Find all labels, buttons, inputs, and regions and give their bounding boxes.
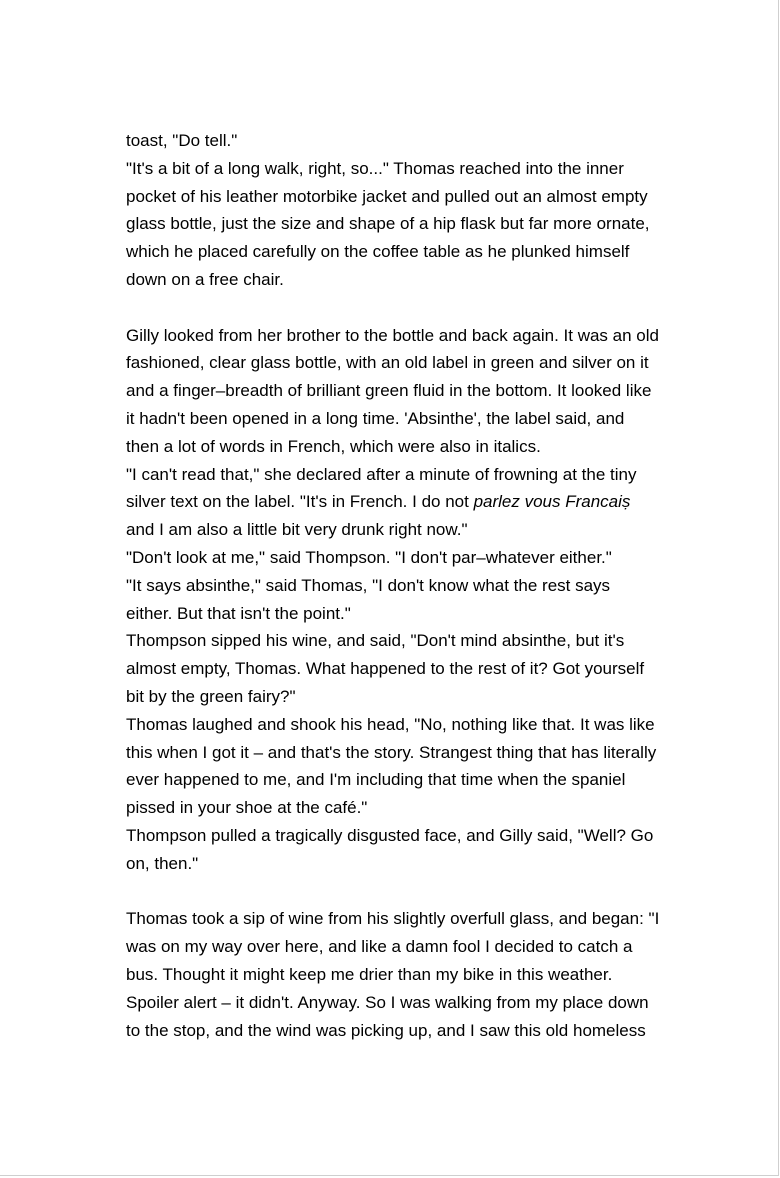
- body-text: [126, 127, 686, 1044]
- text-line: "It's a bit of a long walk, right, so..." Thomas reached into the inner: [126, 158, 624, 178]
- text-line: was on my way over here, and like a damn fool I decided to catch a: [126, 937, 633, 957]
- text-line: it hadn't been opened in a long time. 'Absinthe', the label said, and: [126, 408, 625, 428]
- text-segment: silver text on the label. "It's in French. I do not: [126, 492, 474, 512]
- text-line: ever happened to me, and I'm including that time when the spaniel: [126, 770, 626, 790]
- italic-phrase: parlez vous Francaiṣ: [473, 492, 631, 512]
- text-line: "Don't look at me," said Thompson. "I don't par–whatever either.": [126, 547, 612, 567]
- text-line: bit by the green fairy?": [126, 686, 296, 706]
- text-line: fashioned, clear glass bottle, with an old label in green and silver on it: [126, 353, 649, 373]
- paragraph-gap: [126, 294, 686, 322]
- text-line: to the stop, and the wind was picking up, and I saw this old homeless: [126, 1020, 646, 1040]
- text-line: pocket of his leather motorbike jacket and pulled out an almost empty: [126, 186, 648, 206]
- text-line: this when I got it – and that's the story. Strangest thing that has literally: [126, 742, 657, 762]
- text-line: glass bottle, just the size and shape of a hip flask but far more ornate,: [126, 214, 650, 234]
- text-line: then a lot of words in French, which were also in italics.: [126, 436, 541, 456]
- text-line: down on a free chair.: [126, 269, 284, 289]
- text-line: which he placed carefully on the coffee table as he plunked himself: [126, 242, 630, 262]
- text-line: Thompson pulled a tragically disgusted face, and Gilly said, "Well? Go: [126, 825, 654, 845]
- text-line: either. But that isn't the point.": [126, 603, 351, 623]
- text-line: almost empty, Thomas. What happened to the rest of it? Got yourself: [126, 659, 645, 679]
- text-line: toast, "Do tell.": [126, 131, 238, 150]
- text-line: Spoiler alert – it didn't. Anyway. So I was walking from my place down: [126, 992, 649, 1012]
- text-line: on, then.": [126, 853, 199, 873]
- paragraph-gap: [126, 878, 686, 906]
- text-line: "It says absinthe," said Thomas, "I don't know what the rest says: [126, 575, 611, 595]
- text-line: Thompson sipped his wine, and said, "Don't mind absinthe, but it's: [126, 631, 625, 651]
- text-line: Thomas took a sip of wine from his slightly overfull glass, and began: "I: [126, 909, 660, 929]
- text-line: and a finger–breadth of brilliant green fluid in the bottom. It looked like: [126, 381, 652, 401]
- text-line: bus. Thought it might keep me drier than my bike in this weather.: [126, 964, 613, 984]
- text-line: Thomas laughed and shook his head, "No, nothing like that. It was like: [126, 714, 655, 734]
- text-line: [126, 488, 686, 516]
- text-line: pissed in your shoe at the café.": [126, 798, 368, 818]
- text-line: Gilly looked from her brother to the bottle and back again. It was an old: [126, 325, 659, 345]
- text-line: and I am also a little bit very drunk right now.": [126, 520, 468, 540]
- text-line: "I can't read that," she declared after a minute of frowning at the tiny: [126, 464, 637, 484]
